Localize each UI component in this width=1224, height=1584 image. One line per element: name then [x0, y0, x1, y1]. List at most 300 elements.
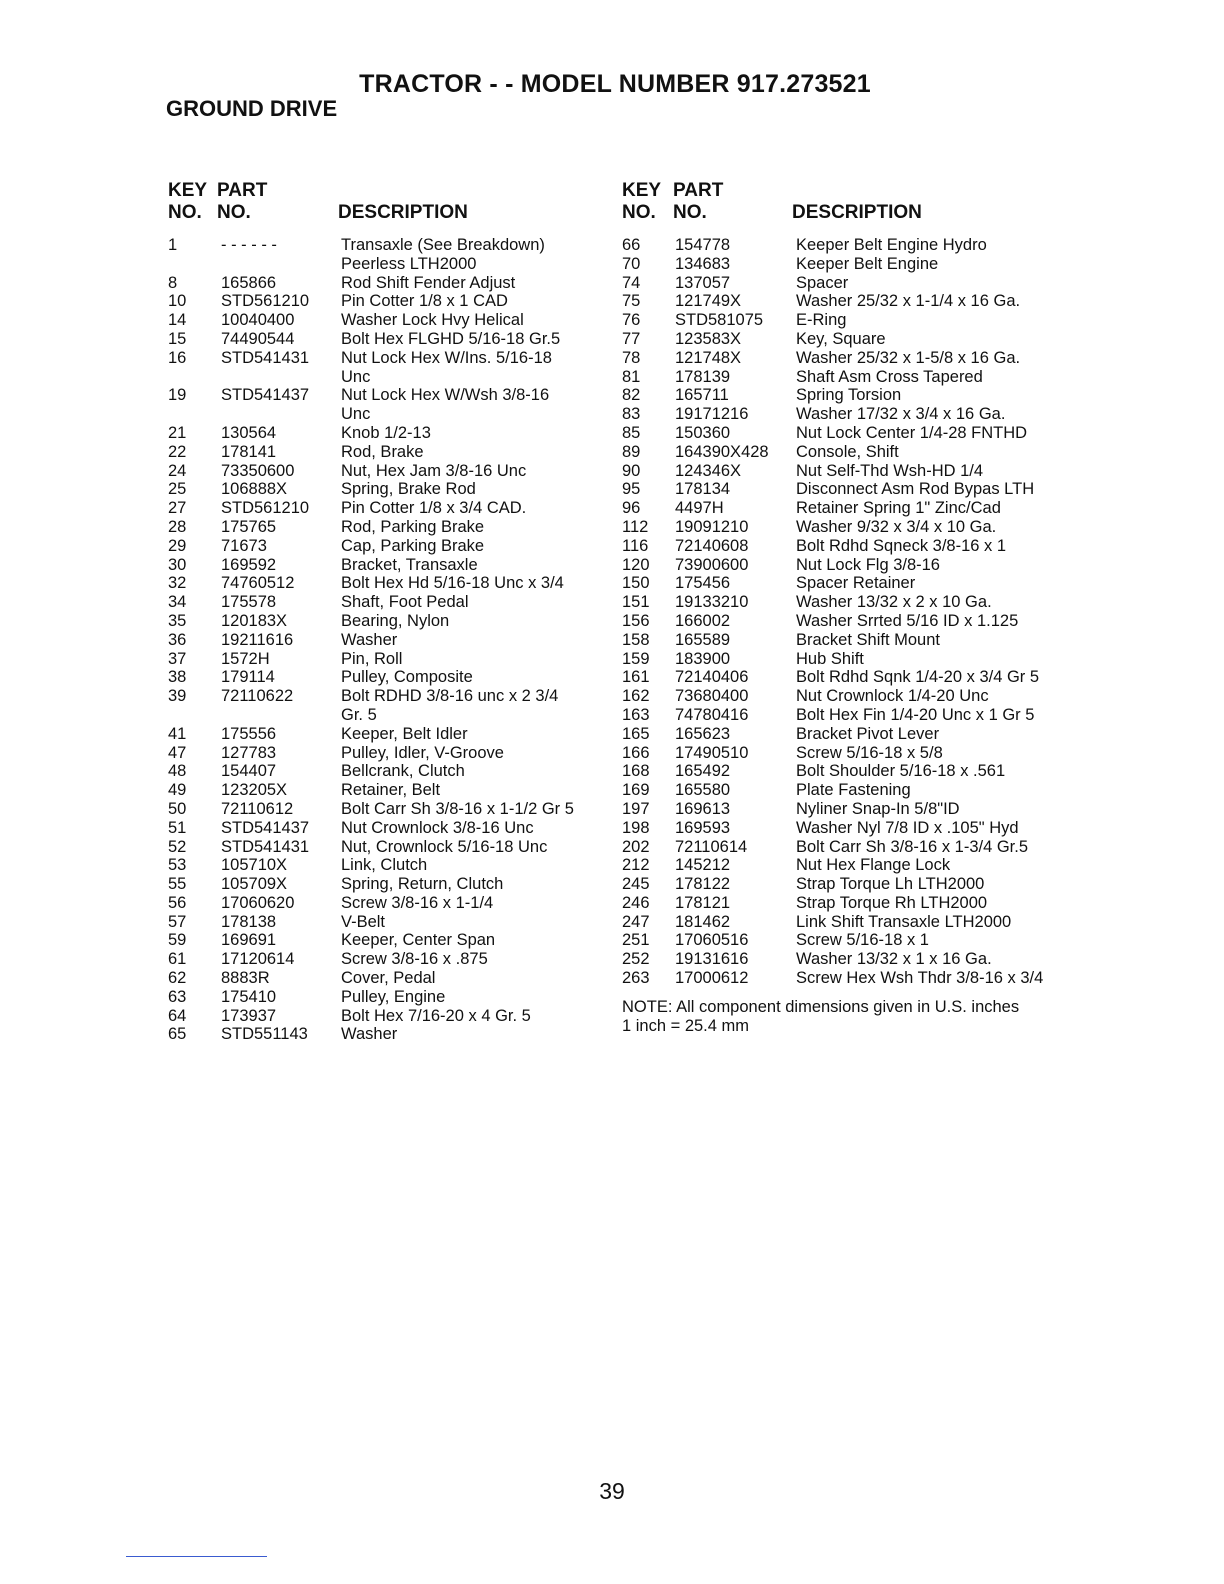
part-row: [168, 236, 606, 255]
part-description: Screw 5/16-18 x 1: [796, 931, 929, 950]
part-row: [622, 480, 1066, 499]
part-description: Transaxle (See Breakdown): [341, 236, 545, 254]
part-row: [622, 950, 1066, 969]
part-row: [622, 462, 1066, 481]
key-number: 47: [168, 743, 187, 762]
key-number: 112: [622, 517, 649, 536]
part-description: Nyliner Snap-In 5/8"ID: [796, 799, 960, 818]
part-number: 165866: [221, 273, 277, 292]
part-row: [168, 875, 606, 894]
part-description: Retainer, Belt: [341, 781, 441, 800]
part-header-top: PART: [673, 180, 724, 201]
part-number: STD561210: [221, 292, 310, 311]
part-number: 175765: [221, 517, 277, 536]
part-description: Bolt RDHD 3/8-16 unc x 2 3/4: [341, 687, 559, 706]
part-description: Pin, Roll: [341, 649, 403, 668]
part-number: 154778: [675, 236, 731, 254]
part-row: [622, 725, 1066, 744]
key-number: 37: [168, 649, 187, 668]
part-description: Pin Cotter 1/8 x 3/4 CAD.: [341, 499, 527, 518]
part-number: 164390X428: [675, 442, 769, 461]
part-row: [168, 744, 606, 763]
part-header-bottom: NO.: [673, 202, 707, 223]
part-row: [168, 950, 606, 969]
part-description: Screw Hex Wsh Thdr 3/8-16 x 3/4: [796, 969, 1044, 988]
part-number: 175456: [675, 574, 731, 593]
part-description: Link Shift Transaxle LTH2000: [796, 912, 1012, 931]
key-number: 246: [622, 893, 650, 912]
part-row: [622, 969, 1066, 988]
part-description: Washer: [341, 630, 398, 649]
key-header-bottom: NO.: [622, 202, 656, 223]
key-number: 28: [168, 517, 187, 536]
part-description: Nut Self-Thd Wsh-HD 1/4: [796, 461, 984, 480]
part-description: Screw 3/8-16 x .875: [341, 950, 488, 969]
part-row: [622, 424, 1066, 443]
part-description: Rod, Parking Brake: [341, 517, 485, 536]
key-number: 89: [622, 442, 641, 461]
part-number: 127783: [221, 743, 277, 762]
part-row: [168, 1007, 606, 1026]
part-description: Nut Lock Hex W/Wsh 3/8-16: [341, 386, 550, 405]
key-number: 120: [622, 555, 650, 574]
part-number: STD541437: [221, 818, 310, 837]
key-header-top: KEY: [168, 180, 208, 201]
part-number: 165492: [675, 762, 731, 781]
part-number: 165580: [675, 781, 731, 800]
part-row: [168, 838, 606, 857]
part-row: [622, 744, 1066, 763]
part-row: [168, 386, 606, 405]
part-header-bottom: NO.: [217, 202, 251, 223]
key-number: 202: [622, 837, 650, 856]
part-row: [622, 706, 1066, 725]
part-row: [622, 274, 1066, 293]
key-number: [168, 706, 221, 725]
part-description: Strap Torque Rh LTH2000: [796, 893, 988, 912]
key-number: 247: [622, 912, 650, 931]
part-number: STD581075: [675, 311, 764, 330]
part-row: [168, 1025, 606, 1044]
part-description: Spring, Return, Clutch: [341, 875, 504, 894]
part-description: Cap, Parking Brake: [341, 536, 485, 555]
part-description: Gr. 5: [341, 705, 377, 724]
part-description: Bolt Hex 7/16-20 x 4 Gr. 5: [341, 1006, 531, 1025]
part-number: 150360: [675, 423, 731, 442]
part-row: [168, 405, 606, 424]
part-number: 175556: [221, 724, 277, 743]
part-row: [622, 800, 1066, 819]
part-description: Unc: [341, 405, 371, 424]
part-description: Pulley, Composite: [341, 668, 473, 687]
part-description: Rod Shift Fender Adjust: [341, 273, 516, 292]
part-number: 178134: [675, 480, 731, 499]
key-number: 197: [622, 799, 650, 818]
part-row: [622, 612, 1066, 631]
part-number: 17120614: [221, 950, 295, 969]
part-description: Washer Lock Hvy Helical: [341, 311, 524, 330]
key-number: 156: [622, 611, 650, 630]
part-row: [622, 443, 1066, 462]
part-row: [168, 725, 606, 744]
note: [622, 998, 1062, 1036]
part-description: Washer Nyl 7/8 ID x .105" Hyd: [796, 818, 1019, 837]
part-row: [622, 762, 1066, 781]
key-number: 81: [622, 367, 641, 386]
part-number: 169613: [675, 799, 731, 818]
part-number: 120183X: [221, 611, 288, 630]
part-row: [168, 311, 606, 330]
part-number: 8883R: [221, 969, 270, 988]
part-number: 137057: [675, 273, 731, 292]
key-number: 165: [622, 724, 650, 743]
part-row: [168, 462, 606, 481]
part-number: STD541431: [221, 837, 310, 856]
part-row: [622, 518, 1066, 537]
key-number: 74: [622, 273, 641, 292]
key-number: 36: [168, 630, 187, 649]
key-number: 1: [168, 236, 178, 254]
key-number: 19: [168, 386, 187, 405]
part-row: [168, 800, 606, 819]
part-row: [168, 480, 606, 499]
part-row: [168, 969, 606, 988]
part-number: 19133210: [675, 593, 749, 612]
part-row: [168, 781, 606, 800]
part-row: [168, 631, 606, 650]
part-row: [168, 650, 606, 669]
part-number: 121748X: [675, 348, 742, 367]
part-number: 105710X: [221, 856, 288, 875]
part-description: Shaft, Foot Pedal: [341, 593, 469, 612]
part-number: 73350600: [221, 461, 295, 480]
part-number: 1572H: [221, 649, 270, 668]
key-header-bottom: NO.: [168, 202, 202, 223]
part-row: [622, 330, 1066, 349]
key-number: 85: [622, 423, 641, 442]
key-number: 83: [622, 405, 641, 424]
key-number: 59: [168, 931, 187, 950]
part-row: [168, 499, 606, 518]
key-number: 61: [168, 950, 187, 969]
key-number: 82: [622, 386, 641, 405]
part-description: Nut Lock Flg 3/8-16: [796, 555, 940, 574]
part-description: Strap Torque Lh LTH2000: [796, 875, 985, 894]
part-row: [168, 556, 606, 575]
part-description: E-Ring: [796, 311, 847, 330]
key-number: 245: [622, 875, 650, 894]
part-description: Spacer Retainer: [796, 574, 916, 593]
part-row: [168, 292, 606, 311]
key-number: 24: [168, 461, 187, 480]
part-description: Knob 1/2-13: [341, 423, 431, 442]
part-description: Nut Crownlock 3/8-16 Unc: [341, 818, 534, 837]
key-number: 151: [622, 593, 650, 612]
key-number: 76: [622, 311, 641, 330]
part-number: 19131616: [675, 950, 749, 969]
part-description: Pulley, Idler, V-Groove: [341, 743, 504, 762]
key-number: 10: [168, 292, 187, 311]
part-description: Keeper Belt Engine Hydro: [796, 236, 987, 254]
part-description: Keeper, Center Span: [341, 931, 496, 950]
part-description: Screw 3/8-16 x 1-1/4: [341, 893, 494, 912]
description-header: DESCRIPTION: [792, 202, 922, 223]
part-number: 74780416: [675, 705, 749, 724]
page-title: TRACTOR - - MODEL NUMBER 917.273521: [359, 70, 871, 98]
parts-list-right: [622, 236, 1066, 988]
part-number: 165711: [675, 386, 729, 405]
part-description: Retainer Spring 1" Zinc/Cad: [796, 499, 1001, 518]
part-description: Spring Torsion: [796, 386, 902, 405]
part-number: 165589: [675, 630, 731, 649]
section-title: GROUND DRIVE: [166, 96, 338, 121]
part-description: Bolt Carr Sh 3/8-16 x 1-3/4 Gr.5: [796, 837, 1029, 856]
key-number: 55: [168, 875, 187, 894]
part-row: [168, 537, 606, 556]
key-number: 66: [622, 236, 641, 254]
part-row: [168, 894, 606, 913]
key-number: 35: [168, 611, 187, 630]
part-row: [622, 556, 1066, 575]
part-row: [168, 706, 606, 725]
part-row: [168, 819, 606, 838]
part-number: 4497H: [675, 499, 724, 518]
part-number: 106888X: [221, 480, 288, 499]
part-number: 17060620: [221, 893, 295, 912]
part-number: 169691: [221, 931, 277, 950]
part-number: 72110612: [221, 799, 294, 818]
key-number: 32: [168, 574, 187, 593]
part-description: Bolt Hex Hd 5/16-18 Unc x 3/4: [341, 574, 564, 593]
column-header: [622, 180, 1066, 226]
key-number: 163: [622, 705, 650, 724]
part-description: Washer 17/32 x 3/4 x 16 Ga.: [796, 405, 1006, 424]
part-description: Washer 13/32 x 2 x 10 Ga.: [796, 593, 992, 612]
key-number: 159: [622, 649, 650, 668]
part-number: - - - - - -: [221, 236, 277, 254]
part-row: [622, 838, 1066, 857]
key-number: 57: [168, 912, 187, 931]
key-number: 162: [622, 687, 650, 706]
key-number: 65: [168, 1025, 187, 1044]
part-number: 154407: [221, 762, 277, 781]
key-number: 77: [622, 329, 641, 348]
part-description: Disconnect Asm Rod Bypas LTH: [796, 480, 1035, 499]
part-row: [622, 255, 1066, 274]
key-number: 51: [168, 818, 187, 837]
part-number: 124346X: [675, 461, 742, 480]
key-number: 29: [168, 536, 187, 555]
part-header-top: PART: [217, 180, 268, 201]
part-description: Spacer: [796, 273, 849, 292]
part-description: Bracket, Transaxle: [341, 555, 478, 574]
part-description: Pin Cotter 1/8 x 1 CAD: [341, 292, 508, 311]
key-number: 38: [168, 668, 187, 687]
part-number: 19091210: [675, 517, 749, 536]
key-number: 70: [622, 254, 641, 273]
key-number: 78: [622, 348, 641, 367]
key-number: 169: [622, 781, 650, 800]
part-description: Console, Shift: [796, 442, 899, 461]
part-row: [168, 443, 606, 462]
key-number: 50: [168, 799, 187, 818]
part-row: [168, 931, 606, 950]
part-number: 72140608: [675, 536, 749, 555]
part-description: Washer Srrted 5/16 ID x 1.125: [796, 611, 1019, 630]
key-number: 95: [622, 480, 641, 499]
part-number: 19171216: [675, 405, 749, 424]
key-number: 22: [168, 442, 187, 461]
part-row: [168, 424, 606, 443]
part-description: Bolt Shoulder 5/16-18 x .561: [796, 762, 1006, 781]
part-number: 74490544: [221, 329, 295, 348]
part-description: Washer 25/32 x 1-1/4 x 16 Ga.: [796, 292, 1021, 311]
part-number: 178121: [675, 893, 731, 912]
part-number: 178141: [221, 442, 277, 461]
part-description: Bellcrank, Clutch: [341, 762, 465, 781]
part-description: Washer 9/32 x 3/4 x 10 Ga.: [796, 517, 997, 536]
key-number: 62: [168, 969, 187, 988]
part-description: Key, Square: [796, 329, 886, 348]
part-number: 123583X: [675, 329, 742, 348]
part-number: 17000612: [675, 969, 749, 988]
part-description: Bracket Pivot Lever: [796, 724, 940, 743]
key-number: 63: [168, 987, 187, 1006]
key-number: 56: [168, 893, 187, 912]
part-description: Pulley, Engine: [341, 987, 446, 1006]
key-number: 116: [622, 536, 649, 555]
part-row: [168, 518, 606, 537]
part-number: 178122: [675, 875, 731, 894]
key-number: 8: [168, 273, 178, 292]
part-row: [622, 499, 1066, 518]
part-row: [622, 368, 1066, 387]
key-number: [168, 368, 221, 387]
part-row: [168, 368, 606, 387]
part-number: 10040400: [221, 311, 295, 330]
part-number: 178139: [675, 367, 731, 386]
part-row: [168, 349, 606, 368]
part-number: [221, 706, 341, 725]
part-number: 72110614: [675, 837, 748, 856]
part-description: Nut Lock Center 1/4-28 FNTHD: [796, 423, 1028, 442]
key-number: 14: [168, 311, 187, 330]
key-number: 198: [622, 818, 650, 837]
part-row: [622, 537, 1066, 556]
part-number: 166002: [675, 611, 731, 630]
part-description: Cover, Pedal: [341, 969, 436, 988]
part-number: 17490510: [675, 743, 749, 762]
description-header: DESCRIPTION: [338, 202, 468, 223]
key-number: 49: [168, 781, 187, 800]
part-description: Spring, Brake Rod: [341, 480, 476, 499]
key-number: 53: [168, 856, 187, 875]
part-number: [221, 405, 341, 424]
key-number: 166: [622, 743, 650, 762]
key-number: 158: [622, 630, 650, 649]
part-row: [168, 668, 606, 687]
part-row: [622, 913, 1066, 932]
part-number: STD551143: [221, 1025, 308, 1044]
part-number: 175578: [221, 593, 277, 612]
note-line-2: 1 inch = 25.4 mm: [622, 1016, 750, 1035]
key-number: 25: [168, 480, 187, 499]
part-row: [622, 894, 1066, 913]
part-description: Link, Clutch: [341, 856, 428, 875]
part-number: 134683: [675, 254, 731, 273]
column-header: [168, 180, 606, 226]
part-description: Hub Shift: [796, 649, 864, 668]
part-number: [221, 255, 341, 274]
part-description: Unc: [341, 367, 371, 386]
part-description: Bolt Hex Fin 1/4-20 Unc x 1 Gr 5: [796, 705, 1035, 724]
part-description: Bolt Hex FLGHD 5/16-18 Gr.5: [341, 329, 561, 348]
part-row: [168, 687, 606, 706]
part-row: [622, 311, 1066, 330]
part-row: [622, 931, 1066, 950]
key-number: [168, 405, 221, 424]
key-number: 150: [622, 574, 650, 593]
key-number: 21: [168, 423, 187, 442]
key-number: 90: [622, 461, 641, 480]
part-number: 169592: [221, 555, 277, 574]
part-number: STD541437: [221, 386, 310, 405]
part-number: 74760512: [221, 574, 295, 593]
part-number: 175410: [221, 987, 277, 1006]
part-description: Plate Fastening: [796, 781, 911, 800]
part-description: Nut Crownlock 1/4-20 Unc: [796, 687, 989, 706]
key-number: 34: [168, 593, 187, 612]
part-description: Nut, Crownlock 5/16-18 Unc: [341, 837, 548, 856]
part-row: [622, 574, 1066, 593]
part-description: Screw 5/16-18 x 5/8: [796, 743, 943, 762]
part-description: Rod, Brake: [341, 442, 424, 461]
page-number: 39: [599, 1478, 625, 1504]
part-row: [168, 593, 606, 612]
key-number: 263: [622, 969, 650, 988]
part-number: 17060516: [675, 931, 749, 950]
part-number: 130564: [221, 423, 277, 442]
part-number: STD561210: [221, 499, 310, 518]
part-row: [622, 631, 1066, 650]
part-description: Washer 25/32 x 1-5/8 x 16 Ga.: [796, 348, 1021, 367]
key-number: 252: [622, 950, 650, 969]
note-line-1: NOTE: All component dimensions given in U.S. inches: [622, 997, 1020, 1016]
part-row: [622, 856, 1066, 875]
part-description: Bearing, Nylon: [341, 611, 450, 630]
part-number: 173937: [221, 1006, 277, 1025]
part-number: 178138: [221, 912, 277, 931]
part-number: 183900: [675, 649, 731, 668]
part-number: 179114: [221, 668, 275, 687]
key-number: 52: [168, 837, 187, 856]
part-description: Bolt Carr Sh 3/8-16 x 1-1/2 Gr 5: [341, 799, 574, 818]
key-number: 48: [168, 762, 187, 781]
key-number: 251: [622, 931, 650, 950]
part-row: [622, 819, 1066, 838]
part-description: Nut Hex Flange Lock: [796, 856, 951, 875]
part-row: [168, 913, 606, 932]
part-row: [622, 781, 1066, 800]
part-row: [622, 593, 1066, 612]
part-row: [622, 386, 1066, 405]
part-row: [622, 668, 1066, 687]
part-description: V-Belt: [341, 912, 386, 931]
part-number: 72110622: [221, 687, 294, 706]
key-number: 27: [168, 499, 187, 518]
part-description: Keeper, Belt Idler: [341, 724, 468, 743]
part-description: Shaft Asm Cross Tapered: [796, 367, 983, 386]
